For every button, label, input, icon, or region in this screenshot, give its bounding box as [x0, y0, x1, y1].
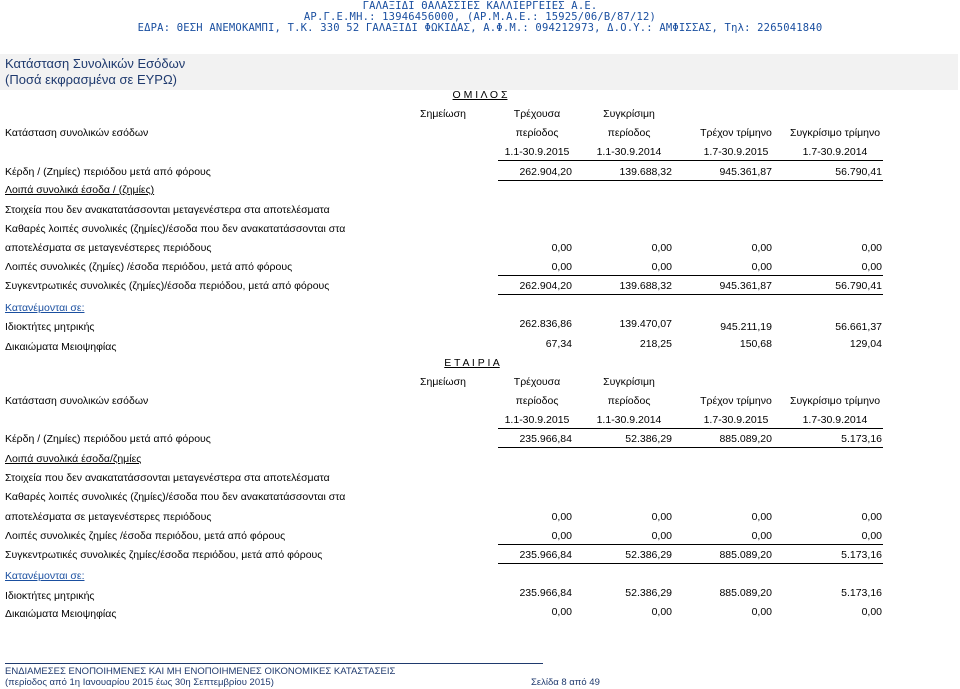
company-date-3: 1.7-30.9.2015: [703, 414, 769, 426]
group-owners-v1: 262.836,86: [519, 318, 572, 330]
company-col-current-b: περίοδος: [515, 395, 559, 407]
group-owners-v4: 56.661,37: [835, 321, 882, 333]
group-other-after-v1: 0,00: [551, 261, 572, 273]
group-owners-v3: 945.211,19: [720, 321, 772, 333]
company-other-after-v4: 0,00: [861, 530, 882, 542]
company-registration: ΑΡ.Γ.Ε.ΜΗ.: 13946456000, (ΑΡ.Μ.Α.Ε.: 15925/06/Β/87/12): [303, 11, 657, 23]
company-net-label-2: αποτελέσματα σε μεταγενέστερες περιόδους: [5, 511, 212, 523]
group-date-1: 1.1-30.9.2015: [504, 146, 570, 158]
company-total-underline: [498, 563, 883, 564]
group-profit-v4: 56.790,41: [835, 166, 882, 178]
group-total-v4: 56.790,41: [835, 280, 882, 292]
group-date-2: 1.1-30.9.2014: [596, 146, 662, 158]
company-items-label: Στοιχεία που δεν ανακατατάσσονται μεταγενέστερα στα αποτελέσματα: [5, 472, 330, 484]
company-alloc-label: Κατανέμονται σε:: [5, 570, 85, 582]
company-other-after-v2: 0,00: [651, 530, 672, 542]
group-profit-v3: 945.361,87: [719, 166, 772, 178]
group-date-underline: [498, 160, 883, 161]
company-total-v3: 885.089,20: [719, 549, 772, 561]
company-net-v4: 0,00: [861, 511, 882, 523]
company-profit-v2: 52.386,29: [625, 433, 672, 445]
group-other-after-v4: 0,00: [861, 261, 882, 273]
company-minority-v2: 0,00: [651, 606, 672, 618]
company-owners-v3: 885.089,20: [719, 587, 772, 599]
group-net-v4: 0,00: [861, 242, 882, 254]
group-minority-v3: 150,68: [739, 338, 772, 350]
company-address: ΕΔΡΑ: ΘΕΣΗ ΑΝΕΜΟΚΑΜΠΙ, Τ.Κ. 330 52 ΓΑΛΑΞΙΔΙ ΦΩΚΙΔΑΣ, Α.Φ.Μ.: 094212973, Δ.Ο.Υ.: ΑΜΦΙΣΣΑΣ, Τηλ: 2265041840: [137, 22, 823, 34]
footer-rule: [5, 663, 543, 664]
company-col-prior-quarter: Συγκρίσιμο τρίμηνο: [789, 395, 881, 407]
group-total-label: Συγκεντρωτικές συνολικές (ζημίες)/έσοδα περιόδου, μετά από φόρους: [5, 280, 330, 292]
group-net-label-1: Καθαρές λοιπές συνολικές (ζημίες)/έσοδα που δεν ανακατατάσσονται στα: [5, 223, 346, 235]
group-date-3: 1.7-30.9.2015: [703, 146, 769, 158]
group-minority-v2: 218,25: [639, 338, 672, 350]
page-title: Κατάσταση Συνολικών Εσόδων: [5, 56, 186, 71]
company-net-v3: 0,00: [751, 511, 772, 523]
group-minority-label: Δικαιώματα Μειοψηφίας: [5, 341, 117, 353]
company-name: ΓΑΛΑΞΙΔΙ ΘΑΛΑΣΣΙΕΣ ΚΑΛΛΙΕΡΓΕΙΕΣ Α.Ε.: [362, 0, 598, 12]
group-total-v2: 139.688,32: [619, 280, 672, 292]
company-profit-underline: [498, 447, 883, 448]
footer-page-number: Σελίδα 8 από 49: [531, 677, 600, 688]
group-col-current-quarter: Τρέχον τρίμηνο: [700, 127, 772, 139]
company-col-comparative: Συγκρίσιμη: [603, 376, 655, 388]
company-owners-v4: 5.173,16: [841, 587, 882, 599]
group-net-label-2: αποτελέσματα σε μεταγενέστερες περιόδους: [5, 242, 212, 254]
group-items-label: Στοιχεία που δεν ανακατατάσσονται μεταγενέστερα στα αποτελέσματα: [5, 204, 330, 216]
company-minority-label: Δικαιώματα Μειοψηφίας: [5, 608, 117, 620]
company-col-current: Τρέχουσα: [513, 376, 561, 388]
company-net-v2: 0,00: [651, 511, 672, 523]
company-other-after-underline: [498, 544, 883, 545]
company-total-v1: 235.966,84: [519, 549, 572, 561]
group-profit-underline: [498, 180, 883, 181]
footer-title: ΕΝΔΙΑΜΕΣΕΣ ΕΝΟΠΟΙΗΜΕΝΕΣ ΚΑΙ ΜΗ ΕΝΟΠΟΙΗΜΕΝΕΣ ΟΙΚΟΝΟΜΙΚΕΣ ΚΑΤΑΣΤΑΣΕΙΣ: [5, 666, 396, 677]
group-profit-label: Κέρδη / (Ζημίες) περιόδου μετά από φόρους: [5, 166, 211, 178]
group-total-v1: 262.904,20: [519, 280, 572, 292]
group-total-v3: 945.361,87: [719, 280, 772, 292]
company-statement-label: Κατάσταση συνολικών εσόδων: [5, 395, 149, 407]
group-minority-v4: 129,04: [849, 338, 882, 350]
company-profit-v4: 5.173,16: [841, 433, 882, 445]
group-statement-label: Κατάσταση συνολικών εσόδων: [5, 127, 149, 139]
company-date-1: 1.1-30.9.2015: [504, 414, 570, 426]
company-total-label: Συγκεντρωτικές συνολικές ζημίες/έσοδα περιόδου, μετά από φόρους: [5, 549, 323, 561]
group-other-label: Λοιπά συνολικά έσοδα / (ζημίες): [5, 184, 155, 196]
group-other-after-v3: 0,00: [751, 261, 772, 273]
company-minority-v3: 0,00: [751, 606, 772, 618]
company-owners-v2: 52.386,29: [625, 587, 672, 599]
company-total-v2: 52.386,29: [625, 549, 672, 561]
company-owners-label: Ιδιοκτήτες μητρικής: [5, 590, 95, 602]
company-other-after-v1: 0,00: [551, 530, 572, 542]
company-heading: Ε Τ Α Ι Ρ Ι Α: [444, 357, 500, 369]
group-alloc-label: Κατανέμονται σε:: [5, 302, 85, 314]
company-owners-v1: 235.966,84: [519, 587, 572, 599]
group-col-comparative: Συγκρίσιμη: [603, 108, 655, 120]
group-net-v3: 0,00: [751, 242, 772, 254]
company-minority-v1: 0,00: [551, 606, 572, 618]
company-other-after-label: Λοιπές συνολικές ζημίες /έσοδα περιόδου, μετά από φόρους: [5, 530, 286, 542]
group-col-comparative-b: περίοδος: [607, 127, 651, 139]
group-other-after-label: Λοιπές συνολικές (ζημίες) /έσοδα περιόδου, μετά από φόρους: [5, 261, 293, 273]
page-subtitle: (Ποσά εκφρασμένα σε ΕΥΡΩ): [5, 72, 178, 87]
company-other-after-v3: 0,00: [751, 530, 772, 542]
group-col-current-b: περίοδος: [515, 127, 559, 139]
company-minority-v4: 0,00: [861, 606, 882, 618]
company-date-2: 1.1-30.9.2014: [596, 414, 662, 426]
group-heading: Ο Μ Ι Λ Ο Σ: [452, 89, 508, 101]
group-other-after-underline: [498, 275, 883, 276]
group-net-v1: 0,00: [551, 242, 572, 254]
company-profit-v3: 885.089,20: [719, 433, 772, 445]
company-col-comparative-b: περίοδος: [607, 395, 651, 407]
company-other-label: Λοιπά συνολικά έσοδα/ζημίες: [5, 453, 142, 465]
company-col-current-quarter: Τρέχον τρίμηνο: [700, 395, 772, 407]
group-profit-v2: 139.688,32: [619, 166, 672, 178]
group-profit-v1: 262.904,20: [519, 166, 572, 178]
group-owners-v2: 139.470,07: [619, 318, 672, 330]
group-total-underline: [498, 294, 883, 295]
group-col-prior-quarter: Συγκρίσιμο τρίμηνο: [789, 127, 881, 139]
group-col-current: Τρέχουσα: [513, 108, 561, 120]
group-minority-v1: 67,34: [545, 338, 572, 350]
company-date-4: 1.7-30.9.2014: [802, 414, 868, 426]
company-net-label-1: Καθαρές λοιπές συνολικές (ζημίες)/έσοδα που δεν ανακατατάσσονται στα: [5, 491, 346, 503]
company-date-underline: [498, 428, 883, 429]
company-total-v4: 5.173,16: [841, 549, 882, 561]
group-date-4: 1.7-30.9.2014: [802, 146, 868, 158]
group-other-after-v2: 0,00: [651, 261, 672, 273]
company-profit-label: Κέρδη / (Ζημίες) περιόδου μετά από φόρους: [5, 433, 211, 445]
group-owners-label: Ιδιοκτήτες μητρικής: [5, 321, 95, 333]
company-col-note: Σημείωση: [420, 376, 466, 388]
group-net-v2: 0,00: [651, 242, 672, 254]
footer-period: (περίοδος από 1η Ιανουαρίου 2015 έως 30η Σεπτεμβρίου 2015): [5, 677, 274, 688]
company-profit-v1: 235.966,84: [519, 433, 572, 445]
group-col-note: Σημείωση: [420, 108, 466, 120]
company-net-v1: 0,00: [551, 511, 572, 523]
